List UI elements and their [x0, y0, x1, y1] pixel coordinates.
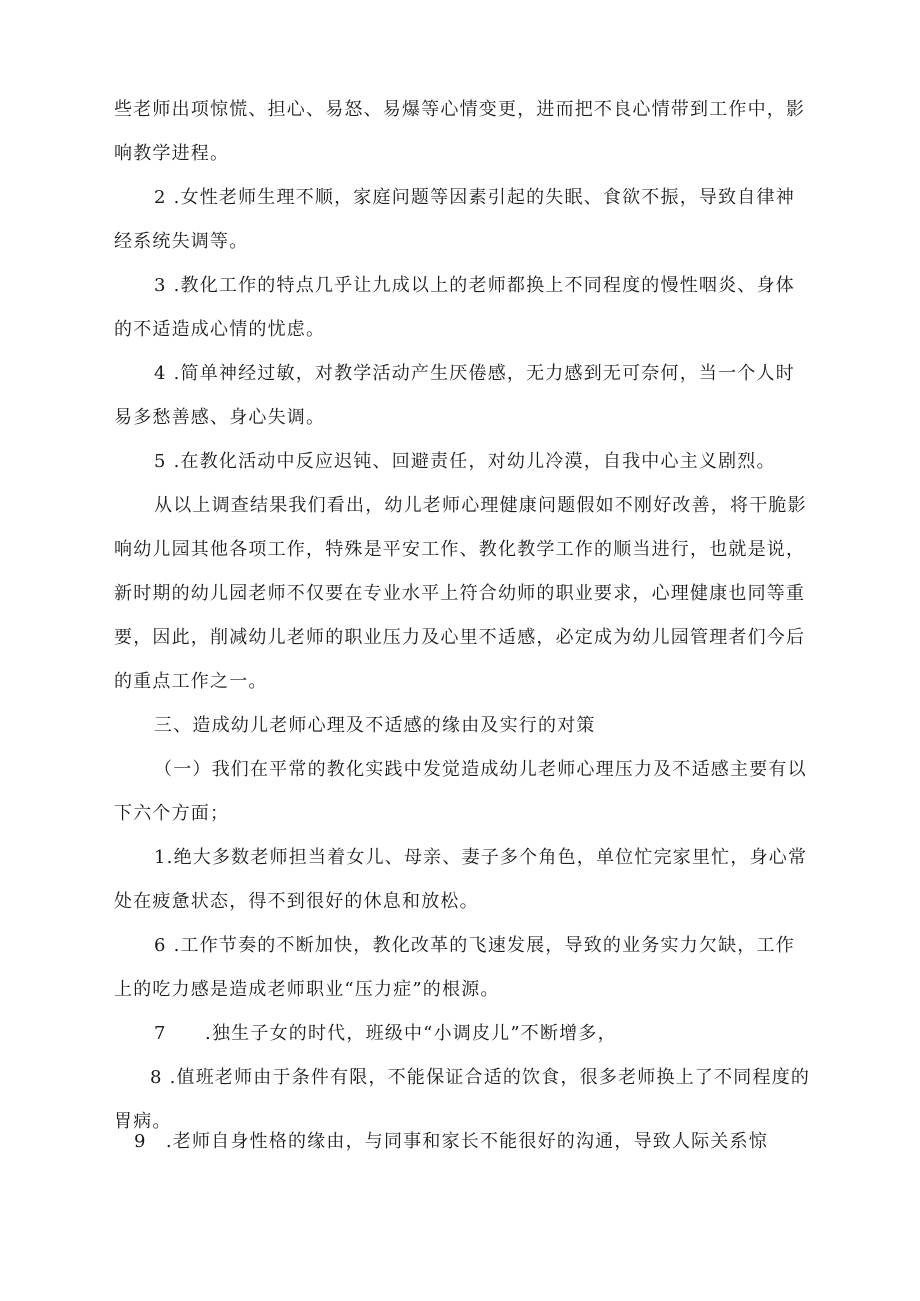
- paragraph-3: 3 .教化工作的特点几乎让九成以上的老师都换上不同程度的慢性咽炎、身体的不适造成心情的忧虑。: [114, 275, 795, 340]
- paragraph-1: 些老师出项惊慌、担心、易怒、易爆等心情变更，进而把不良心情带到工作中，影响教学进程。: [114, 99, 806, 164]
- paragraph-4: 4 .简单神经过敏，对教学活动产生厌倦感，无力感到无可奈何，当一个人时易多愁善感、身心失调。: [114, 363, 795, 428]
- paragraph-11: 7 .独生子女的时代，班级中“小调皮儿”不断增多，: [154, 1023, 617, 1044]
- paragraph-2: 2 .女性老师生理不顺，家庭问题等因素引起的失眠、食欲不振，导致自律神经系统失调等。: [114, 187, 795, 252]
- paragraph-12: 8 .值班老师由于条件有限，不能保证合适的饮食，很多老师换上了不同程度的胃病。: [114, 1067, 811, 1132]
- paragraph-5: 5 .在教化活动中反应迟钝、回避责任，对幼儿冷漠，自我中心主义剧烈。: [154, 451, 776, 472]
- paragraph-10: 6 .工作节奏的不断加快，教化改革的飞速发展，导致的业务实力欠缺，工作上的吃力感是造成老师职业“压力症”的根源。: [114, 935, 795, 1000]
- paragraph-8: （一）我们在平常的教化实践中发觉造成幼儿老师心理压力及不适感主要有以下六个方面；: [114, 759, 807, 824]
- paragraph-6: 从以上调查结果我们看出，幼儿老师心理健康问题假如不刚好改善，将干脆影响幼儿园其他各项工作，特殊是平安工作、教化教学工作的顺当进行，也就是说，新时期的幼儿园老师不仅要在专业水平上符合幼师的职业要求，心理健康也同等重要，因此，削减幼儿老师的职业压力及心里不适感，必定成为幼儿园管理者们今后的重点工作之一。: [114, 495, 807, 692]
- paragraph-13: 9 .老师自身性格的缘由，与同事和家长不能很好的沟通，导致人际关系惊: [134, 1131, 768, 1152]
- paragraph-9: 1.绝大多数老师担当着女儿、母亲、妻子多个角色，单位忙完家里忙，身心常处在疲惫状态，得不到很好的休息和放松。: [114, 847, 808, 912]
- section-heading: 三、造成幼儿老师心理及不适感的缘由及实行的对策: [154, 715, 596, 736]
